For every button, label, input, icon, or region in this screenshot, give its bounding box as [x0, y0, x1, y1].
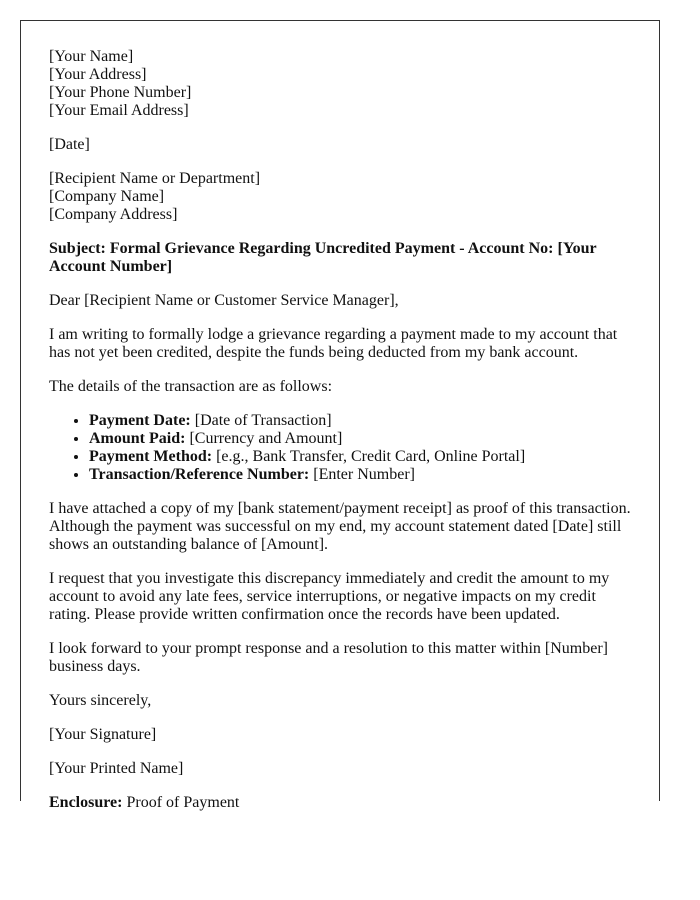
- details-intro: The details of the transaction are as follows:: [49, 378, 333, 395]
- sender-address: [Your Address]: [49, 66, 147, 83]
- enclosure-line: [49, 794, 631, 812]
- detail-label: Transaction/Reference Number:: [89, 466, 310, 483]
- enclosure-value: Proof of Payment: [122, 794, 240, 811]
- proof-paragraph: I have attached a copy of my [bank statement/payment receipt] as proof of this transaction. Although the payment was successful on my end, my account statement dated [Date] still shows an outstanding balance of [Amount].: [49, 500, 631, 553]
- signature: [Your Signature]: [49, 726, 157, 743]
- printed-name: [Your Printed Name]: [49, 760, 184, 777]
- transaction-details-list: [49, 412, 631, 484]
- letter-page: [20, 20, 660, 811]
- detail-label: Payment Method:: [89, 448, 213, 465]
- recipient-name: [Recipient Name or Department]: [49, 170, 261, 187]
- sender-name: [Your Name]: [49, 48, 134, 65]
- detail-payment-date: [89, 412, 631, 430]
- detail-value: [Enter Number]: [309, 466, 415, 483]
- recipient-block: [49, 170, 631, 224]
- request-paragraph: I request that you investigate this discrepancy immediately and credit the amount to my account to avoid any late fees, service interruptions, or negative impacts on my credit rating. Please provide written confirmation once the records have been updated.: [49, 570, 610, 623]
- salutation: Dear [Recipient Name or Customer Service Manager],: [49, 292, 399, 309]
- intro-paragraph: I am writing to formally lodge a grievance regarding a payment made to my account that has not yet been credited, despite the funds being deducted from my bank account.: [49, 326, 618, 361]
- sender-block: [49, 48, 631, 120]
- sender-phone: [Your Phone Number]: [49, 84, 192, 101]
- detail-value: [e.g., Bank Transfer, Credit Card, Online Portal]: [212, 448, 526, 465]
- detail-reference-number: [89, 466, 631, 484]
- sender-email: [Your Email Address]: [49, 102, 189, 119]
- letter-content: [21, 21, 659, 812]
- detail-value: [Currency and Amount]: [185, 430, 343, 447]
- detail-value: [Date of Transaction]: [190, 412, 332, 429]
- recipient-address: [Company Address]: [49, 206, 178, 223]
- signoff: Yours sincerely,: [49, 692, 152, 709]
- closing-paragraph: I look forward to your prompt response and a resolution to this matter within [Number] business days.: [49, 640, 608, 675]
- enclosure-label: Enclosure:: [49, 794, 123, 811]
- recipient-company: [Company Name]: [49, 188, 165, 205]
- detail-payment-method: [89, 448, 631, 466]
- detail-amount-paid: [89, 430, 631, 448]
- subject-line: Subject: Formal Grievance Regarding Uncredited Payment - Account No: [Your Account Number]: [49, 240, 597, 275]
- letter-date: [Date]: [49, 136, 90, 153]
- detail-label: Amount Paid:: [89, 430, 186, 447]
- detail-label: Payment Date:: [89, 412, 191, 429]
